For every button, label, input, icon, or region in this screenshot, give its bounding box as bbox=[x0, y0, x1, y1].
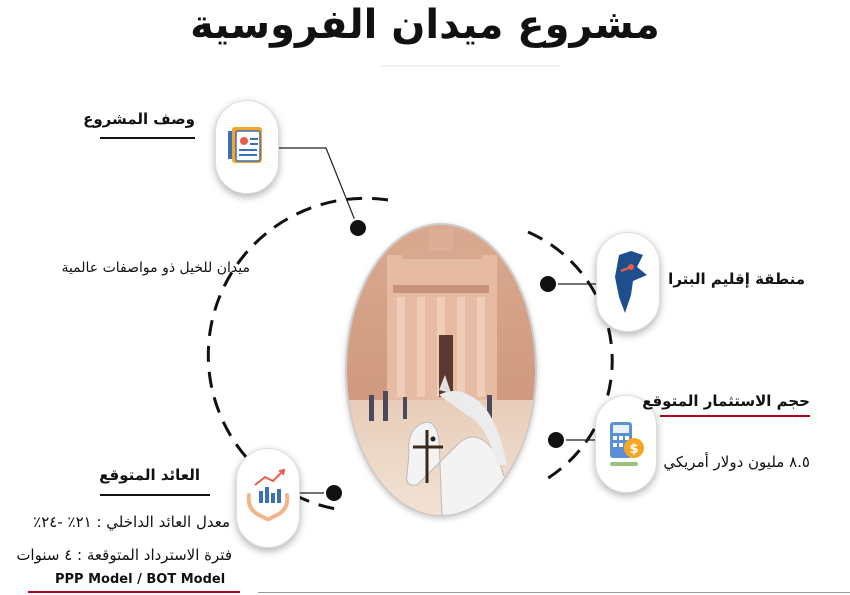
return-heading: العائد المتوقع bbox=[99, 466, 200, 484]
bottom-gray-rule bbox=[258, 592, 850, 593]
dot-investment bbox=[547, 431, 565, 449]
return-model: PPP Model / BOT Model bbox=[55, 572, 226, 587]
petra-treasury-horse-photo bbox=[347, 225, 535, 515]
return-icon-badge bbox=[236, 448, 300, 548]
region-heading: منطقة إقليم البترا bbox=[668, 270, 805, 288]
document-chart-icon bbox=[216, 101, 278, 193]
dot-return bbox=[325, 484, 343, 502]
dot-description bbox=[349, 219, 367, 237]
center-photo bbox=[345, 223, 537, 517]
return-payback: فترة الاسترداد المتوقعة : ٤ سنوات bbox=[16, 546, 232, 564]
description-heading: وصف المشروع bbox=[83, 110, 195, 128]
region-icon-badge bbox=[596, 232, 660, 332]
investment-value: ٨.٥ مليون دولار أمريكي bbox=[663, 453, 810, 471]
leader-description bbox=[278, 148, 358, 228]
svg-text:$: $ bbox=[629, 442, 639, 457]
description-icon-badge bbox=[215, 100, 279, 194]
investment-underline bbox=[660, 415, 810, 417]
jordan-map-icon bbox=[597, 233, 659, 331]
description-underline bbox=[100, 137, 195, 139]
hands-growth-chart-icon bbox=[237, 449, 299, 547]
investment-heading: حجم الاستثمار المتوقع bbox=[642, 392, 810, 410]
description-text: ميدان للخيل ذو مواصفات عالمية bbox=[61, 260, 250, 276]
page-title: مشروع ميدان الفروسية bbox=[190, 2, 660, 48]
dot-region bbox=[539, 275, 557, 293]
return-underline bbox=[100, 494, 210, 496]
return-irr: معدل العائد الداخلي : ٢١٪ -٢٤٪ bbox=[33, 513, 230, 531]
calculator-money-icon bbox=[596, 396, 656, 492]
bottom-red-rule bbox=[28, 591, 240, 593]
